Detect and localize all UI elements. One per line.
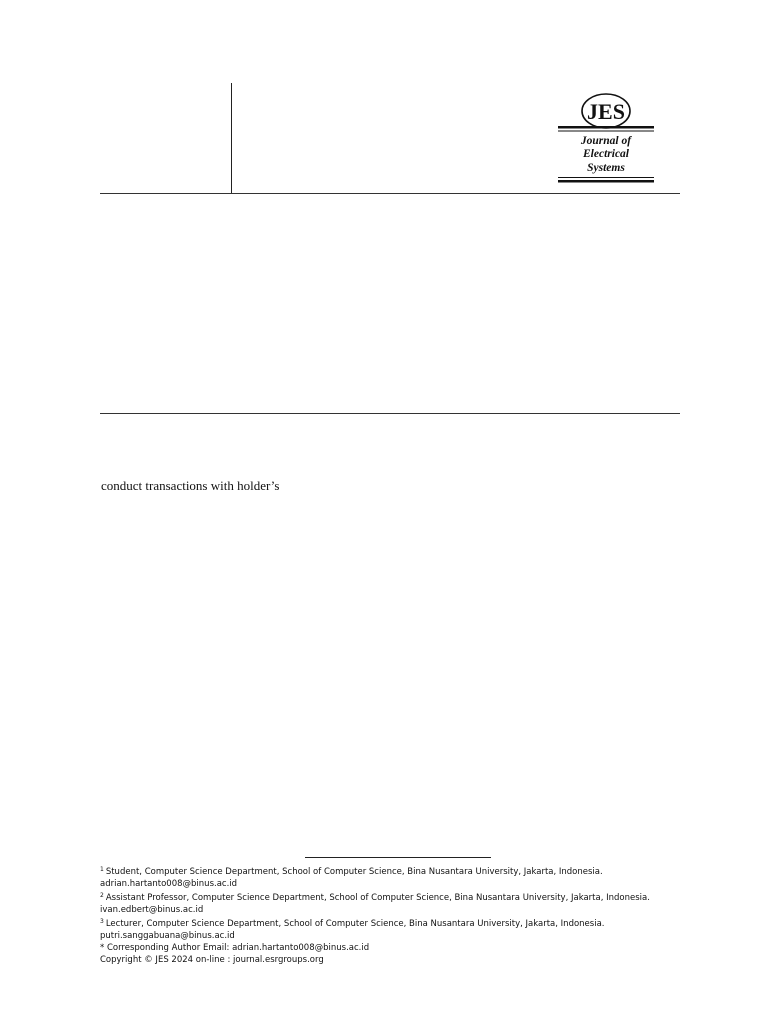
footnote-2 [100,890,700,904]
logo-line-3: Systems [587,162,625,174]
abstract-bottom-rule [100,413,680,414]
logo-line-2: Electrical [583,148,629,160]
footnote-mark-2: 2 [100,892,104,899]
header-vertical-rule [231,83,232,194]
footnote-mark-3: 3 [100,918,104,925]
logo-bar-top [558,126,654,129]
footnote-2-email: ivan.edbert@binus.ac.id [100,905,204,915]
footnote-2-text: Assistant Professor, Computer Science Department, School of Computer Science, Bina Nusantara University, Jakarta, Indonesia. [105,893,650,903]
copyright: Copyright © JES 2024 on-line : journal.esrgroups.org [100,955,324,965]
footnote-3 [100,916,700,930]
footnote-mark-1: 1 [100,866,104,873]
logo-line-1: Journal of [580,135,632,147]
jes-logo [556,92,656,186]
logo-abbrev: JES [587,99,625,124]
logo-bar-bottom [558,180,654,183]
logo-bar-bottom-thin [558,177,654,178]
footnote-3-email: putri.sanggabuana@binus.ac.id [100,931,235,941]
footnote-3-text: Lecturer, Computer Science Department, School of Computer Science, Bina Nusantara University, Jakarta, Indonesia. [105,919,605,929]
footnote-1-email: adrian.hartanto008@binus.ac.id [100,879,238,889]
header-bottom-rule [100,193,680,194]
footnotes [100,864,700,966]
footnote-rule [305,857,491,858]
corresponding-author: * Corresponding Author Email: adrian.hartanto008@binus.ac.id [100,943,370,953]
footnote-1 [100,864,700,878]
logo-bar-top-thin [558,131,654,132]
body-text: conduct transactions with holder’s [101,478,280,493]
footnote-1-text: Student, Computer Science Department, School of Computer Science, Bina Nusantara University, Jakarta, Indonesia. [105,867,603,877]
